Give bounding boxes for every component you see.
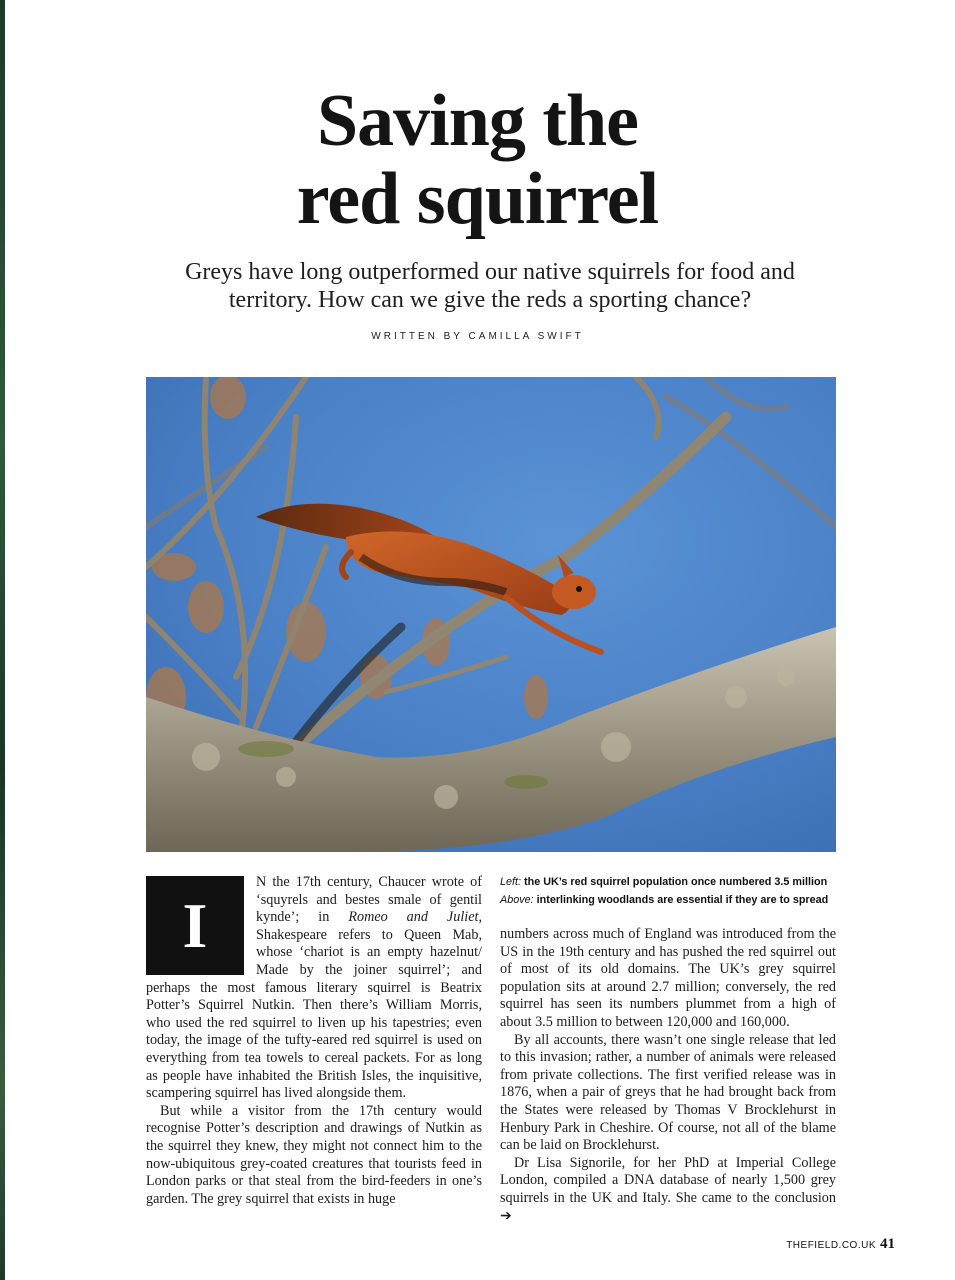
right-text-column — [500, 874, 836, 1225]
title-line-2: red squirrel — [296, 158, 659, 240]
site-url: THEFIELD.CO.UK — [786, 1240, 876, 1251]
paragraph-5: Dr Lisa Signorile, for her PhD at Imperial College London, compiled a DNA database of nearly 1,500 grey squirrels in the UK and Italy. She came to the conclusion ➔ — [500, 1154, 836, 1224]
byline: WRITTEN BY CAMILLA SWIFT — [371, 331, 584, 342]
photo-captions — [500, 874, 836, 909]
paragraph-3: numbers across much of England was introduced from the US in the 19th century and has pushed the red squirrel out of most of its old domains. The UK’s grey squirrel population sits at around 2.7 million; conversely, the red squirrel has seen its numbers plummet from a high of about 3.5 million to between 120,000 and 160,000. — [500, 926, 836, 1030]
opening-paragraph — [146, 874, 482, 1103]
page-footer — [786, 1236, 895, 1253]
caption-above: Above: interlinking woodlands are essential if they are to spread — [500, 893, 829, 906]
caption-left: Left: the UK’s red squirrel population once numbered 3.5 million — [500, 876, 828, 888]
paragraph-4: By all accounts, there wasn’t one single release that led to this invasion; rather, a number of animals were released from private collections. The first verified release was in 1876, when a pair of greys that he had brought back from the States were released by Thomas V Brocklehurst in Henbury Park in Cheshire. Of course, not all of the blame can be laid on Brocklehurst. — [500, 1031, 836, 1154]
article-title — [0, 82, 955, 238]
opening-text-part-2: Shakespeare refers to Queen Mab, whose ‘chariot is an empty hazelnut/ Made by the joiner squirrel’; and perhaps the most famous literary squirrel is Beatrix Potter’s Squirrel Nutkin. Then there’s William Morris, who used the red squirrel to liven up his tapestries; even today, the image of the tufty-eared red squirrel is used on everything from tea towels to cereal packets. For as long as people have inhabited the British Isles, the inquisitive, scampering squirrel has lived alongside them. — [146, 926, 482, 1102]
title-line-1: Saving the — [316, 80, 638, 162]
page-number: 41 — [880, 1236, 895, 1252]
standfirst: Greys have long outperformed our native squirrels for food and territory. How can we give the reds a sporting chance? — [185, 259, 795, 313]
red-squirrel-photo — [146, 377, 836, 852]
left-text-column — [146, 874, 482, 1208]
romeo-and-juliet-italic: Romeo and Juliet, — [348, 909, 482, 926]
paragraph-2: But while a visitor from the 17th century would recognise Potter’s description and drawings of Nutkin as the squirrel they knew, they might not connect him to the now-ubiquitous grey-coated creatures that tourists feed in London parks or that steal from the bird-feeders in one’s garden. The grey squirrel that exists in huge — [146, 1102, 482, 1207]
opening-text-part-1: N the 17th century, Chaucer wrote of ‘squyrels and bestes smale of gentil kynde’; in — [256, 874, 482, 926]
drop-cap: I — [146, 876, 244, 975]
